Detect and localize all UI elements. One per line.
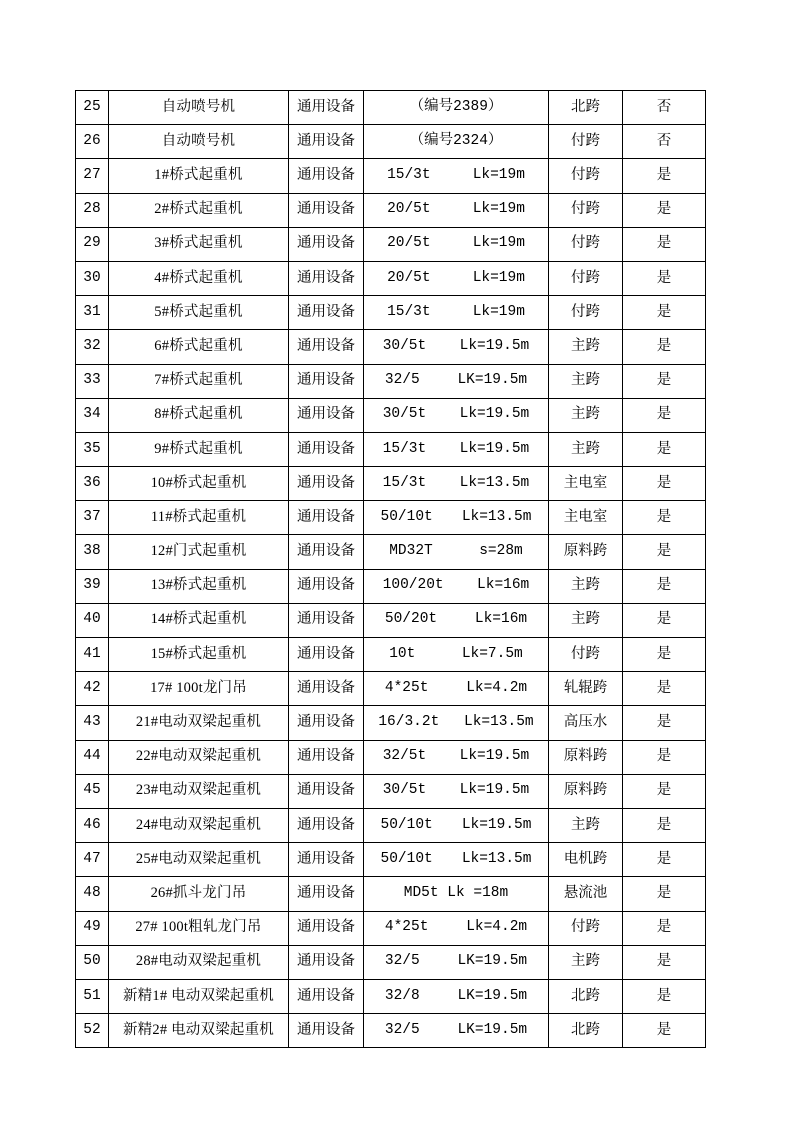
specification-capacity: 32/5 [384, 372, 420, 389]
table-row [76, 911, 706, 945]
equipment-name-cell: 23#电动双梁起重机 [109, 774, 289, 808]
specification-capacity: 30/5t [382, 406, 427, 423]
equipment-name-cell: 25#电动双梁起重机 [109, 843, 289, 877]
equipment-name-cell: 11#桥式起重机 [109, 501, 289, 535]
equipment-name-cell: 5#桥式起重机 [109, 296, 289, 330]
special-equipment-flag-cell: 是 [623, 261, 706, 295]
specification-span: Lk=4.2m [466, 679, 528, 696]
location-cell: 付跨 [549, 125, 623, 159]
specification-span: Lk=19.5m [459, 406, 530, 423]
equipment-name-cell: 自动喷号机 [109, 91, 289, 125]
serial-number-cell: 50 [76, 945, 109, 979]
table-row [76, 398, 706, 432]
specification-cell [364, 159, 549, 193]
specification-cell [364, 261, 549, 295]
specification-cell [364, 467, 549, 501]
specification-content [366, 271, 546, 287]
equipment-name-cell: 10#桥式起重机 [109, 467, 289, 501]
specification-cell [364, 432, 549, 466]
specification-span: LK=19.5m [457, 372, 528, 389]
equipment-name-cell: 22#电动双梁起重机 [109, 740, 289, 774]
category-cell: 通用设备 [289, 296, 364, 330]
specification-capacity: 30/5t [382, 782, 427, 799]
specification-content [366, 818, 546, 834]
table-row [76, 467, 706, 501]
specification-content [366, 715, 546, 731]
special-equipment-flag-cell: 否 [623, 91, 706, 125]
equipment-name-cell: 24#电动双梁起重机 [109, 808, 289, 842]
special-equipment-flag-cell: 是 [623, 843, 706, 877]
table-row [76, 501, 706, 535]
special-equipment-flag-cell: 是 [623, 432, 706, 466]
specification-cell [364, 125, 549, 159]
equipment-name-cell: 17# 100t龙门吊 [109, 672, 289, 706]
specification-text: MD5t Lk =18m [403, 884, 509, 901]
equipment-name-cell: 6#桥式起重机 [109, 330, 289, 364]
serial-number-cell: 46 [76, 808, 109, 842]
serial-number-cell: 39 [76, 569, 109, 603]
location-cell: 付跨 [549, 193, 623, 227]
equipment-name-cell: 13#桥式起重机 [109, 569, 289, 603]
category-cell: 通用设备 [289, 501, 364, 535]
category-cell: 通用设备 [289, 638, 364, 672]
specification-content [366, 1023, 546, 1039]
specification-cell [364, 193, 549, 227]
category-cell: 通用设备 [289, 159, 364, 193]
specification-capacity: 32/5t [382, 748, 427, 765]
table-row [76, 330, 706, 364]
specification-content [366, 134, 546, 150]
specification-cell [364, 535, 549, 569]
category-cell: 通用设备 [289, 911, 364, 945]
equipment-name-cell: 26#抓斗龙门吊 [109, 877, 289, 911]
specification-span: LK=19.5m [457, 1021, 528, 1038]
table-row [76, 979, 706, 1013]
table-row [76, 159, 706, 193]
category-cell: 通用设备 [289, 672, 364, 706]
specification-capacity: 10t [389, 645, 416, 662]
table-row [76, 774, 706, 808]
category-cell: 通用设备 [289, 706, 364, 740]
specification-cell [364, 398, 549, 432]
special-equipment-flag-cell: 是 [623, 296, 706, 330]
specification-content [366, 544, 546, 560]
specification-capacity: 32/5 [384, 1021, 420, 1038]
category-cell: 通用设备 [289, 535, 364, 569]
special-equipment-flag-cell: 是 [623, 774, 706, 808]
category-cell: 通用设备 [289, 1014, 364, 1048]
location-cell: 付跨 [549, 638, 623, 672]
specification-capacity: 50/10t [380, 508, 433, 525]
specification-span: Lk=19m [472, 269, 525, 286]
specification-cell [364, 843, 549, 877]
specification-cell [364, 945, 549, 979]
location-cell: 北跨 [549, 1014, 623, 1048]
table-row [76, 193, 706, 227]
category-cell: 通用设备 [289, 569, 364, 603]
category-cell: 通用设备 [289, 979, 364, 1013]
specification-capacity: 50/10t [380, 850, 433, 867]
special-equipment-flag-cell: 是 [623, 398, 706, 432]
special-equipment-flag-cell: 是 [623, 945, 706, 979]
special-equipment-flag-cell: 是 [623, 638, 706, 672]
location-cell: 主跨 [549, 603, 623, 637]
equipment-name-cell: 27# 100t粗轧龙门吊 [109, 911, 289, 945]
specification-span: Lk=19m [472, 235, 525, 252]
serial-number-cell: 33 [76, 364, 109, 398]
specification-cell [364, 706, 549, 740]
equipment-list-table [75, 90, 706, 1048]
specification-cell [364, 774, 549, 808]
specification-cell [364, 227, 549, 261]
special-equipment-flag-cell: 是 [623, 227, 706, 261]
equipment-name-cell: 7#桥式起重机 [109, 364, 289, 398]
specification-capacity: 4*25t [384, 679, 429, 696]
specification-span: s=28m [479, 543, 523, 560]
location-cell: 主电室 [549, 501, 623, 535]
special-equipment-flag-cell: 是 [623, 364, 706, 398]
category-cell: 通用设备 [289, 467, 364, 501]
specification-span: LK=19.5m [457, 987, 528, 1004]
specification-content [366, 852, 546, 868]
specification-cell [364, 330, 549, 364]
category-cell: 通用设备 [289, 193, 364, 227]
location-cell: 电机跨 [549, 843, 623, 877]
location-cell: 原料跨 [549, 774, 623, 808]
table-row [76, 843, 706, 877]
location-cell: 原料跨 [549, 535, 623, 569]
specification-content [366, 407, 546, 423]
specification-cell [364, 1014, 549, 1048]
specification-span: Lk=19m [472, 201, 525, 218]
table-row [76, 125, 706, 159]
category-cell: 通用设备 [289, 603, 364, 637]
specification-content [366, 202, 546, 218]
location-cell: 主跨 [549, 364, 623, 398]
specification-content [366, 749, 546, 765]
equipment-name-cell: 8#桥式起重机 [109, 398, 289, 432]
equipment-name-cell: 14#桥式起重机 [109, 603, 289, 637]
serial-number-cell: 47 [76, 843, 109, 877]
specification-capacity: 15/3t [382, 474, 427, 491]
specification-span: LK=19.5m [457, 953, 528, 970]
table-row [76, 364, 706, 398]
special-equipment-flag-cell: 否 [623, 125, 706, 159]
specification-content [366, 920, 546, 936]
location-cell: 主跨 [549, 432, 623, 466]
specification-capacity: 20/5t [387, 235, 431, 252]
serial-number-cell: 44 [76, 740, 109, 774]
table-row [76, 638, 706, 672]
special-equipment-flag-cell: 是 [623, 1014, 706, 1048]
specification-cell [364, 603, 549, 637]
equipment-name-cell: 新精2# 电动双梁起重机 [109, 1014, 289, 1048]
specification-cell [364, 979, 549, 1013]
specification-cell [364, 808, 549, 842]
location-cell: 北跨 [549, 91, 623, 125]
category-cell: 通用设备 [289, 91, 364, 125]
specification-cell [364, 501, 549, 535]
serial-number-cell: 29 [76, 227, 109, 261]
location-cell: 主跨 [549, 398, 623, 432]
serial-number-cell: 40 [76, 603, 109, 637]
serial-number-cell: 30 [76, 261, 109, 295]
serial-number-cell: 38 [76, 535, 109, 569]
specification-content [366, 442, 546, 458]
serial-number-cell: 32 [76, 330, 109, 364]
specification-content [366, 681, 546, 697]
equipment-name-cell: 15#桥式起重机 [109, 638, 289, 672]
specification-cell [364, 877, 549, 911]
specification-content [366, 168, 546, 184]
equipment-name-cell: 2#桥式起重机 [109, 193, 289, 227]
table-row [76, 945, 706, 979]
specification-capacity: 32/5 [384, 953, 420, 970]
serial-number-cell: 41 [76, 638, 109, 672]
specification-content [366, 612, 546, 628]
table-row [76, 296, 706, 330]
serial-number-cell: 49 [76, 911, 109, 945]
category-cell: 通用设备 [289, 945, 364, 979]
table-row [76, 91, 706, 125]
special-equipment-flag-cell: 是 [623, 672, 706, 706]
equipment-name-cell: 12#门式起重机 [109, 535, 289, 569]
specification-span: Lk=16m [474, 611, 528, 628]
specification-cell [364, 911, 549, 945]
table-row [76, 740, 706, 774]
specification-content [366, 783, 546, 799]
equipment-name-cell: 新精1# 电动双梁起重机 [109, 979, 289, 1013]
serial-number-cell: 35 [76, 432, 109, 466]
table-row [76, 569, 706, 603]
serial-number-cell: 27 [76, 159, 109, 193]
special-equipment-flag-cell: 是 [623, 501, 706, 535]
equipment-name-cell: 9#桥式起重机 [109, 432, 289, 466]
special-equipment-flag-cell: 是 [623, 330, 706, 364]
specification-capacity: 15/3t [382, 440, 427, 457]
serial-number-cell: 45 [76, 774, 109, 808]
specification-cell [364, 364, 549, 398]
location-cell: 付跨 [549, 261, 623, 295]
special-equipment-flag-cell: 是 [623, 808, 706, 842]
category-cell: 通用设备 [289, 125, 364, 159]
category-cell: 通用设备 [289, 843, 364, 877]
specification-span: Lk=19.5m [459, 782, 530, 799]
special-equipment-flag-cell: 是 [623, 467, 706, 501]
specification-capacity: 20/5t [387, 269, 431, 286]
equipment-name-cell: 4#桥式起重机 [109, 261, 289, 295]
special-equipment-flag-cell: 是 [623, 159, 706, 193]
category-cell: 通用设备 [289, 774, 364, 808]
category-cell: 通用设备 [289, 364, 364, 398]
serial-number-cell: 48 [76, 877, 109, 911]
specification-content [366, 476, 546, 492]
specification-capacity: 32/8 [384, 987, 420, 1004]
special-equipment-flag-cell: 是 [623, 979, 706, 1013]
specification-content [366, 989, 546, 1005]
specification-capacity: 50/10t [380, 816, 433, 833]
specification-span: Lk=19.5m [459, 440, 530, 457]
equipment-name-cell: 28#电动双梁起重机 [109, 945, 289, 979]
specification-span: Lk=4.2m [466, 919, 528, 936]
category-cell: 通用设备 [289, 740, 364, 774]
location-cell: 主跨 [549, 945, 623, 979]
specification-content [366, 954, 546, 970]
specification-capacity: 15/3t [387, 167, 431, 183]
category-cell: 通用设备 [289, 432, 364, 466]
specification-span: Lk=19.5m [459, 748, 530, 765]
specification-cell [364, 91, 549, 125]
special-equipment-flag-cell: 是 [623, 603, 706, 637]
specification-span: Lk=13.5m [461, 508, 532, 525]
specification-content [366, 339, 546, 355]
specification-span: Lk=19.5m [459, 337, 530, 354]
specification-capacity: 100/20t [382, 577, 444, 594]
location-cell: 主跨 [549, 569, 623, 603]
specification-span: Lk=16m [477, 577, 530, 594]
specification-content [366, 305, 546, 321]
serial-number-cell: 51 [76, 979, 109, 1013]
location-cell: 主电室 [549, 467, 623, 501]
specification-capacity: 20/5t [387, 201, 431, 218]
table-row [76, 261, 706, 295]
special-equipment-flag-cell: 是 [623, 740, 706, 774]
special-equipment-flag-cell: 是 [623, 911, 706, 945]
specification-span: Lk=13.5m [461, 850, 532, 867]
specification-capacity: 4*25t [384, 919, 429, 936]
specification-content [366, 647, 546, 663]
serial-number-cell: 34 [76, 398, 109, 432]
specification-content [366, 510, 546, 526]
specification-span: Lk=13.5m [464, 714, 534, 730]
table-row [76, 535, 706, 569]
table-row [76, 706, 706, 740]
table-row [76, 227, 706, 261]
specification-cell [364, 638, 549, 672]
specification-capacity: MD32T [389, 543, 433, 560]
category-cell: 通用设备 [289, 877, 364, 911]
category-cell: 通用设备 [289, 227, 364, 261]
equipment-name-cell: 1#桥式起重机 [109, 159, 289, 193]
specification-cell [364, 296, 549, 330]
specification-cell [364, 569, 549, 603]
equipment-table-body [76, 91, 706, 1048]
serial-number-cell: 31 [76, 296, 109, 330]
specification-text: （编号2389） [409, 98, 503, 115]
serial-number-cell: 36 [76, 467, 109, 501]
equipment-name-cell: 3#桥式起重机 [109, 227, 289, 261]
location-cell: 高压水 [549, 706, 623, 740]
location-cell: 北跨 [549, 979, 623, 1013]
serial-number-cell: 26 [76, 125, 109, 159]
location-cell: 付跨 [549, 227, 623, 261]
special-equipment-flag-cell: 是 [623, 877, 706, 911]
location-cell: 主跨 [549, 330, 623, 364]
location-cell: 付跨 [549, 296, 623, 330]
table-row [76, 1014, 706, 1048]
specification-content [366, 373, 546, 389]
category-cell: 通用设备 [289, 330, 364, 364]
table-row [76, 877, 706, 911]
location-cell: 轧辊跨 [549, 672, 623, 706]
table-row [76, 672, 706, 706]
specification-cell [364, 740, 549, 774]
category-cell: 通用设备 [289, 398, 364, 432]
equipment-name-cell: 21#电动双梁起重机 [109, 706, 289, 740]
table-row [76, 432, 706, 466]
specification-capacity: 30/5t [382, 337, 427, 354]
serial-number-cell: 43 [76, 706, 109, 740]
location-cell: 主跨 [549, 808, 623, 842]
special-equipment-flag-cell: 是 [623, 193, 706, 227]
specification-content [366, 578, 546, 594]
serial-number-cell: 28 [76, 193, 109, 227]
specification-text: （编号2324） [409, 132, 503, 149]
special-equipment-flag-cell: 是 [623, 706, 706, 740]
specification-span: Lk=19m [472, 303, 525, 320]
serial-number-cell: 37 [76, 501, 109, 535]
specification-content [366, 236, 546, 252]
category-cell: 通用设备 [289, 808, 364, 842]
table-row [76, 808, 706, 842]
special-equipment-flag-cell: 是 [623, 569, 706, 603]
special-equipment-flag-cell: 是 [623, 535, 706, 569]
location-cell: 悬流池 [549, 877, 623, 911]
location-cell: 付跨 [549, 159, 623, 193]
serial-number-cell: 25 [76, 91, 109, 125]
serial-number-cell: 42 [76, 672, 109, 706]
specification-content [366, 886, 546, 902]
specification-span: Lk=19.5m [461, 816, 532, 833]
specification-span: Lk=19m [472, 167, 525, 183]
specification-capacity: 16/3.2t [378, 714, 440, 730]
serial-number-cell: 52 [76, 1014, 109, 1048]
specification-content [366, 100, 546, 116]
category-cell: 通用设备 [289, 261, 364, 295]
specification-cell [364, 672, 549, 706]
specification-capacity: 50/20t [384, 611, 438, 628]
specification-span: Lk=13.5m [459, 474, 530, 491]
equipment-name-cell: 自动喷号机 [109, 125, 289, 159]
specification-span: Lk=7.5m [461, 645, 523, 662]
table-row [76, 603, 706, 637]
location-cell: 付跨 [549, 911, 623, 945]
location-cell: 原料跨 [549, 740, 623, 774]
specification-capacity: 15/3t [387, 303, 431, 320]
